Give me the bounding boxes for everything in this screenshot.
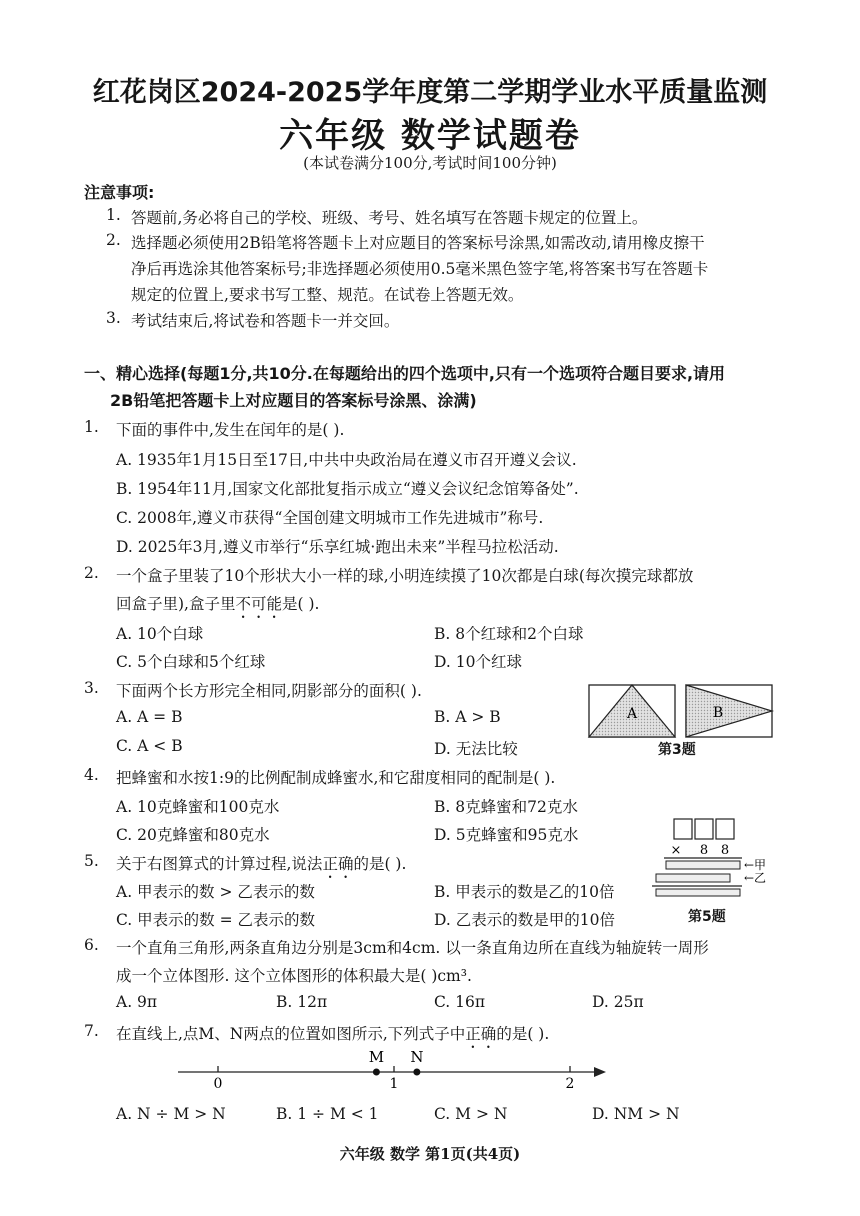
number-line-figure (170, 1042, 610, 1092)
option: C. 2008年,遵义市获得“全国创建文明城市工作先进城市”称号. (116, 509, 544, 527)
option: B. A > B (434, 708, 501, 726)
emphasized-text: 正确 (465, 1025, 497, 1043)
notice-heading: 注意事项: (84, 183, 155, 202)
digit-box (695, 819, 713, 839)
label-jia: ←甲 (744, 858, 767, 872)
question-stem-cont: 回盒子里),盒子里不可能是( ). (116, 595, 320, 613)
exam-note: (本试卷满分100分,考试时间100分钟) (303, 154, 557, 172)
figure-caption: 第5题 (688, 909, 726, 925)
digit-box (674, 819, 692, 839)
option: C. A < B (116, 737, 183, 755)
option: B. 1954年11月,国家文化部批复指示成立“遵义会议纪念馆筹备处”. (116, 480, 579, 498)
figure-caption: 第3题 (658, 742, 696, 758)
option: D. 10个红球 (434, 653, 522, 671)
question-number: 7. (84, 1022, 99, 1040)
option: D. 25π (592, 993, 644, 1011)
question-number: 4. (84, 766, 99, 784)
question-number: 5. (84, 852, 99, 870)
option: C. M > N (434, 1105, 508, 1123)
partial-product-yi (656, 874, 730, 882)
partial-product-jia (666, 861, 740, 869)
label-n: N (410, 1048, 424, 1066)
question-stem: 把蜂蜜和水按1:9的比例配制成蜂蜜水,和它甜度相同的配制是( ). (116, 769, 556, 787)
option: A. A = B (116, 708, 183, 726)
option: A. 甲表示的数 > 乙表示的数 (116, 883, 315, 901)
question-stem: 下面两个长方形完全相同,阴影部分的面积( ). (116, 682, 422, 700)
option: A. 1935年1月15日至17日,中共中央政治局在遵义市召开遵义会议. (116, 451, 577, 469)
point-m (373, 1069, 380, 1076)
question-number: 2. (84, 564, 99, 582)
notice-item-line: 答题前,务必将自己的学校、班级、考号、姓名填写在答题卡规定的位置上。 (131, 209, 648, 227)
section-heading: 一、精心选择(每题1分,共10分.在每题给出的四个选项中,只有一个选项符合题目要求,请用 (84, 364, 726, 383)
exam-subtitle: 六年级 数学试题卷 (279, 116, 581, 156)
question-stem: 关于右图算式的计算过程,说法正确的是( ). (116, 855, 407, 873)
question-stem: 一个盒子里装了10个形状大小一样的球,小明连续摸了10次都是白球(每次摸完球都放 (116, 567, 694, 585)
option: B. 12π (276, 993, 328, 1011)
option: C. 20克蜂蜜和80克水 (116, 826, 270, 844)
point-n (413, 1069, 420, 1076)
digit-box (716, 819, 734, 839)
question-number: 6. (84, 936, 99, 954)
option: A. N ÷ M > N (116, 1105, 226, 1123)
option: B. 甲表示的数是乙的10倍 (434, 883, 615, 901)
multiplication-figure (634, 816, 784, 898)
notice-item-line: 选择题必须使用2B铅笔将答题卡上对应题目的答案标号涂黑,如需改动,请用橡皮擦干 (131, 234, 705, 252)
question-stem: 一个直角三角形,两条直角边分别是3cm和4cm. 以一条直角边所在直线为轴旋转一周形 (116, 939, 709, 957)
notice-item-line: 考试结束后,将试卷和答题卡一并交回。 (131, 312, 400, 330)
label-b: B (712, 705, 724, 721)
exam-title: 红花岗区2024-2025学年度第二学期学业水平质量监测 (92, 77, 768, 108)
tick-label-2: 2 (565, 1076, 575, 1092)
option: D. 无法比较 (434, 740, 518, 758)
section-heading-cont: 2B铅笔把答题卡上对应题目的答案标号涂黑、涂满) (110, 391, 477, 410)
label-yi: ←乙 (744, 871, 767, 885)
option: C. 甲表示的数 = 乙表示的数 (116, 911, 316, 929)
emphasized-text: 正确 (322, 855, 354, 873)
option: A. 10克蜂蜜和100克水 (116, 798, 280, 816)
emphasized-text: 不可能 (235, 595, 282, 613)
notice-item-line: 规定的位置上,要求书写工整、规范。在试卷上答题无效。 (131, 286, 524, 304)
page-footer: 六年级 数学 第1页(共4页) (339, 1145, 521, 1163)
multiplier-digit: 8 (699, 843, 709, 858)
question-stem-cont: 成一个立体图形. 这个立体图形的体积最大是( )cm³. (116, 967, 472, 985)
question-number: 1. (84, 418, 99, 436)
option: D. 乙表示的数是甲的10倍 (434, 911, 615, 929)
label-a: A (626, 706, 638, 722)
question-number: 3. (84, 679, 99, 697)
option: B. 8克蜂蜜和72克水 (434, 798, 578, 816)
arrow-head (594, 1067, 606, 1077)
option: A. 9π (116, 993, 158, 1011)
times-sign: × (670, 843, 682, 858)
label-m: M (368, 1048, 385, 1066)
notice-item-number: 1. (106, 206, 121, 224)
option: C. 5个白球和5个红球 (116, 653, 266, 671)
multiplier-digit: 8 (720, 843, 730, 858)
option: A. 10个白球 (116, 625, 204, 643)
tick-label-1: 1 (389, 1076, 399, 1092)
notice-item-number: 3. (106, 309, 121, 327)
notice-item-number: 2. (106, 231, 121, 249)
option: D. 2025年3月,遵义市举行“乐享红城·跑出未来”半程马拉松活动. (116, 538, 559, 556)
tick-label-0: 0 (213, 1076, 223, 1092)
question-stem: 在直线上,点M、N两点的位置如图所示,下列式子中正确的是( ). (116, 1025, 550, 1043)
option: D. NM > N (592, 1105, 680, 1123)
option: D. 5克蜂蜜和95克水 (434, 826, 579, 844)
notice-item-line: 净后再选涂其他答案标号;非选择题必须使用0.5毫米黑色签字笔,将答案书写在答题卡 (131, 260, 709, 278)
option: B. 1 ÷ M < 1 (276, 1105, 379, 1123)
option: C. 16π (434, 993, 486, 1011)
option: B. 8个红球和2个白球 (434, 625, 584, 643)
product-box (656, 889, 740, 896)
question-stem: 下面的事件中,发生在闰年的是( ). (116, 421, 345, 439)
